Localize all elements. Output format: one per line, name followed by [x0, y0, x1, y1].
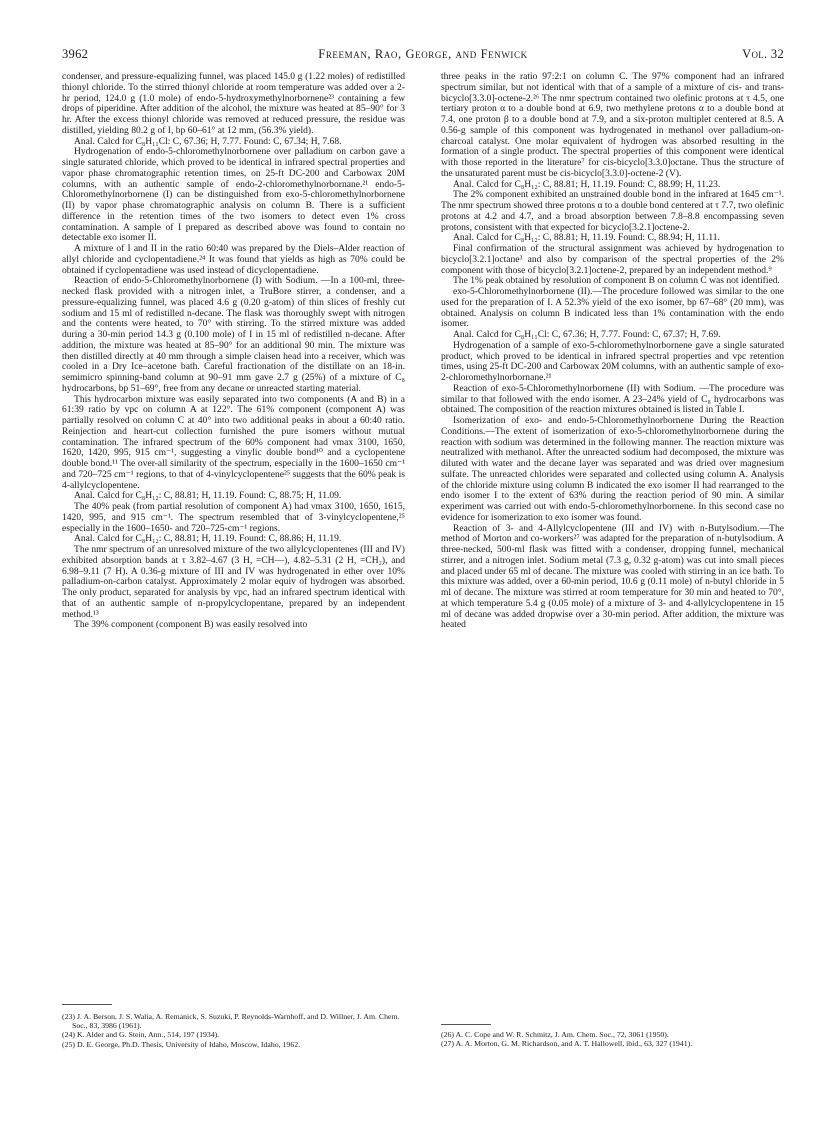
footnote: (26) A. C. Cope and W. R. Schmitz, J. Am. Chem. Soc., 72, 3061 (1950).: [441, 1030, 669, 1039]
paragraph: Reaction of exo-5-Chloromethylnorbornene (II) with Sodium. —The procedure was similar to that followed with the endo isomer. A 23–24% yield of C₈ hydrocarbons was obtained. The composition of the reaction mixtures obtained is listed in Table I.: [441, 382, 784, 416]
footnote: (25) D. E. George, Ph.D. Thesis, University of Idaho, Moscow, Idaho, 1962.: [62, 1039, 301, 1049]
running-authors: Freeman, Rao, George, and Fenwick: [318, 47, 528, 61]
paragraph: Anal. Calcd for C₈H₁₂: C, 88.81; H, 11.19. Found: C, 88.94; H, 11.11.: [453, 232, 720, 244]
paragraph: The nmr spectrum of an unresolved mixture of the two allylcyclopentenes (III and IV) exhibited absorption bands at τ 3.82–4.67 (3 H, =CH—), 4.82–5.31 (2 H, =CH₂), and 6.98–9.11 (7 H). A 0.36-g mixture of III and IV was hydrogenated in ether over 10% palladium-on-carbon catalyst. Approximately 2 molar equiv of hydrogen was absorbed. The only product, separated for analysis by vpc, had an infrared spectrum identical with that of an authentic sample of n-propylcyclopentane, prepared by an independent method.¹³: [62, 544, 405, 620]
footnote: (27) A. A. Morton, G. M. Richardson, and A. T. Hallowell, ibid., 63, 327 (1941).: [441, 1039, 693, 1049]
volume-label: Vol. 32: [742, 47, 784, 61]
paragraph: exo-5-Chloromethylnorbornene (II).—The procedure followed was similar to the one used for the preparation of I. A 52.3% yield of the exo isomer, bp 67–68° (20 mm), was obtained. Analysis on column B indicated less than 1% contamination with the endo isomer.: [441, 286, 784, 330]
footnote: (24) K. Alder and G. Stein, Ann., 514, 197 (1934).: [62, 1030, 220, 1040]
running-header: [62, 47, 784, 63]
paragraph: Anal. Calcd for C₈H₁₂: C, 88.81; H, 11.19. Found: C, 88.99; H, 11.23.: [453, 178, 721, 190]
footnote-rule: [441, 1024, 491, 1025]
paragraph: Hydrogenation of a sample of exo-5-chloromethylnorbornene gave a single saturated product, which proved to be identical in infrared spectral properties and vpc retention times, using 25-ft DC-200 and Carbowax 20M columns, with an authentic sample of exo-2-chloromethylnorbornane.²¹: [441, 339, 784, 383]
paragraph: A mixture of I and II in the ratio 60:40 was prepared by the Diels–Alder reaction of allyl chloride and cyclopentadiene.²⁴ It was found that yields as high as 70% could be obtained if cyclopentadiene was used instead of dicyclopentadiene.: [62, 243, 405, 276]
paragraph: Final confirmation of the structural assignment was achieved by hydrogenation to bicyclo[3.2.1]octane³ and also by comparison of the spectral properties of the 2% component with those of bicyclo[3.2.1]octene-2, prepared by an independent method.⁹: [441, 243, 784, 276]
left-column: [62, 72, 405, 631]
footnote-rule: [62, 1004, 112, 1005]
footnotes-left: [62, 1012, 405, 1049]
paragraph: Anal. Calcd for C₈H₁₂: C, 88.81; H, 11.19. Found: C, 88.75; H, 11.09.: [74, 490, 342, 502]
paragraph: Hydrogenation of endo-5-chloromethylnorbornene over palladium on carbon gave a single saturated chloride, which proved to be identical in infrared spectral properties and vapor phase chromatographic retention times, on 25-ft DC-200 and Carbowax 20M columns, with an authentic sample of endo-2-chloromethylnorbornane.²¹ endo-5-Chloromethylnorbornene (I) can be distinguished from exo-5-chloromethylnorbornene (II) by vapor phase chromatographic analysis on column B. There is a sufficient difference in the retention times of the two isomers to detect even 1% cross contamination. A sample of I prepared as described above was found to contain no detectable exo isomer II.: [62, 146, 405, 244]
page-number: 3962: [62, 47, 89, 61]
paragraph: The 40% peak (from partial resolution of component A) had νmax 3100, 1650, 1615, 1420, 995, and 915 cm⁻¹. The spectrum resembled that of 3-vinylcyclopentene,²⁵ especially in the 1600–1650- and 720–725-cm⁻¹ regions.: [62, 501, 405, 534]
paragraph: The 39% component (component B) was easily resolved into: [74, 619, 308, 631]
paragraph: Reaction of endo-5-Chloromethylnorbornene (I) with Sodium. —In a 100-ml, three-necked flask provided with a nitrogen inlet, a TruBore stirrer, a condenser, and a pressure-equalizing funnel, was placed 4.6 g (0.20 g-atom) of thin slices of freshly cut sodium and 15 ml of redistilled n-decane. The flask was thoroughly swept with nitrogen and the contents were heated, to 70° with stirring. To the stirred mixture was added during a 30-min period 14.3 g (0.100 mole) of I in 15 ml of redistilled n-decane. After addition, the mixture was heated at 85–90° for an additional 90 min. The mixture was then distilled directly at 40 mm through a simple claisen head into a receiver, which was cooled in a Dry Ice–acetone bath. Careful fractionation of the distillate on an 18-in. semimicro spinning-band column at 90–91 mm gave 2.7 g (25%) of a mixture of C₈ hydrocarbons, bp 51–69°, free from any decane or unreacted starting material.: [62, 275, 405, 394]
footnote: (23) J. A. Berson, J. S. Walia, A. Remanick, S. Suzuki, P. Reynolds-Warnhoff, and D. Willner, J. Am. Chem. Soc., 83, 3986 (1961).: [62, 1012, 400, 1031]
paragraph: Anal. Calcd for C₈H₁₁Cl: C, 67.36; H, 7.77. Found: C, 67.37; H, 7.69.: [453, 329, 721, 340]
paragraph: The 1% peak obtained by resolution of component B on column C was not identified.: [453, 275, 780, 287]
paragraph: The 2% component exhibited an unstrained double bond in the infrared at 1645 cm⁻¹. The nmr spectrum showed three protons α to a double bond centered at τ 7.7, two olefinic protons at 4.2 and 4.7, and a broad absorption between 7.8–8.8 encompassing seven protons, consistent with that expected for bicyclo[3.2.1]octene-2.: [441, 189, 784, 233]
paragraph: Isomerization of exo- and endo-5-Chloromethylnorbornene During the Reaction Conditions.—The extent of isomerization of exo-5-chloromethylnorbornene during the reaction with sodium was determined in the following manner. The reaction mixture was neutralized with methanol. After the unreacted sodium had decomposed, the mixture was diluted with water and the decane layer was separated and was dried over magnesium sulfate. The unreacted chlorides were separated and collected using column A. Analysis of the chloride mixture using column B indicated the exo isomer II had rearranged to the endo isomer I to the extent of 63% during the reaction period of 90 min. A similar experiment was carried out with endo-5-chloromethylnorbornene. In this second case no evidence for isomerization to exo isomer was found.: [441, 415, 784, 523]
footnotes-right: [441, 1030, 784, 1048]
paragraph: Anal. Calcd for C₈H₁₂: C, 88.81; H, 11.19. Found: C, 88.86; H, 11.19.: [74, 533, 342, 545]
paragraph: Anal. Calcd for C₈H₁₁Cl: C, 67.36; H, 7.77. Found: C, 67.34; H, 7.68.: [74, 135, 342, 147]
paragraph: This hydrocarbon mixture was easily separated into two components (A and B) in a 61:39 ratio by vpc on column A at 122°. The 61% component (component A) was partially resolved on column C at 40° into two additional peaks in about a 60:40 ratio. Reinjection and heart-cut collection furnished the pure isomers without mutual contamination. The infrared spectrum of the 60% component had νmax 3100, 1650, 1620, 1420, 995, 915 cm⁻¹, suggesting a vinylic double bond¹⁰ and a cyclopentene double bond.¹¹ The over-all similarity of the spectrum, especially in the 1600–1650 cm⁻¹ and 720–725 cm⁻¹ regions, to that of 4-vinylcyclopentene²⁵ suggests that the 60% peak is 4-allylcyclopentene.: [62, 393, 405, 491]
right-column: [441, 72, 784, 631]
paragraph: condenser, and pressure-equalizing funnel, was placed 145.0 g (1.22 moles) of redistilled thionyl chloride. To the stirred thionyl chloride at room temperature was added over a 2-hr period, 124.0 g (1.0 mole) of endo-5-hydroxymethylnorbornene²³ containing a few drops of piperidine. After addition of the alcohol, the mixture was heated at 85–90° for 3 hr. After the excess thionyl chloride was removed at reduced pressure, the residue was distilled, yielding 80.2 g of I, bp 60–61° at 12 mm, (56.3% yield).: [62, 71, 405, 136]
paragraph: three peaks in the ratio 97:2:1 on column C. The 97% component had an infrared spectrum similar, but not identical with that of a sample of a mixture of cis- and trans-bicyclo[3.3.0]-octene-2.²⁶ The nmr spectrum contained two olefinic protons at τ 4.5, one tertiary proton α to a double bond at 6.9, two methylene protons α to a double bond at 7.4, one proton β to a double bond at 7.9, and a six-proton multiplet centered at 8.5. A 0.56-g sample of this component was hydrogenated in methanol over palladium-on-charcoal catalyst. One molar equivalent of hydrogen was absorbed resulting in the formation of a single product. The spectral properties of this component were identical with those reported in the literature⁷ for cis-bicyclo[3.3.0]octane. Thus the structure of the unsaturated parent must be cis-bicyclo[3.3.0]-octene-2 (V).: [441, 71, 784, 179]
paragraph: Reaction of 3- and 4-Allylcyclopentene (III and IV) with n-Butylsodium.—The method of Morton and co-workers²⁷ was adapted for the preparation of n-butylsodium. A three-necked, 500-ml flask was fitted with a condenser, dropping funnel, mechanical stirrer, and a nitrogen inlet. Sodium metal (7.3 g, 0.32 g-atom) was cut into small pieces and placed under 65 ml of decane. The mixture was cooled with stirring in an ice bath. To this mixture was added, over a 60-min period, 10.6 g (0.11 mole) of n-butyl chloride in 5 ml of decane. The mixture was stirred at room temperature for 30 min and heated to 70°, at which temperature 5.4 g (0.05 mole) of a mixture of 3- and 4-allylcyclopentene in 15 ml of decane was added dropwise over a 30-min period. After addition, the mixture was heated: [441, 522, 784, 631]
